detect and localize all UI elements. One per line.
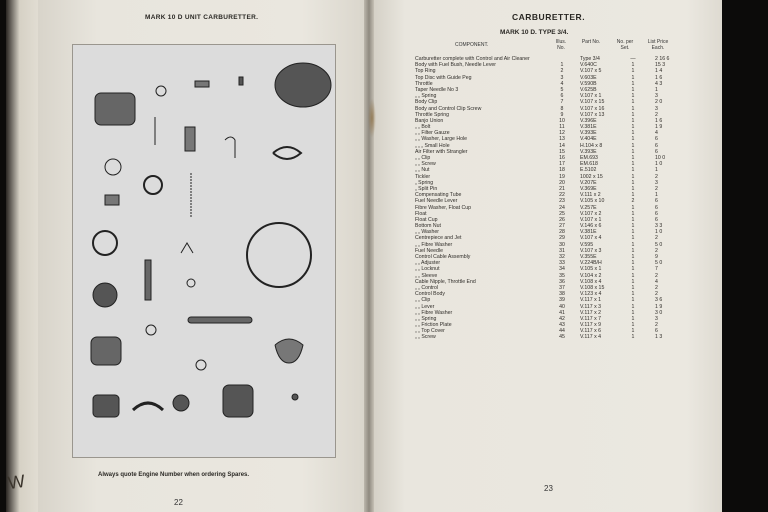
per-set-cell: 1 <box>631 260 635 267</box>
header-illus: Illus. No. <box>555 39 567 51</box>
part-top-ring <box>105 159 121 175</box>
illus-cell: 20 <box>559 179 565 186</box>
illus-cell: 15 <box>559 148 565 155</box>
price-cell: 6 <box>655 142 658 149</box>
illus-cell: 39 <box>559 297 565 304</box>
price-cell: 6 <box>655 204 658 211</box>
part-number-cell: H.104 x 8 <box>580 142 603 149</box>
illus-cell: 35 <box>559 272 565 279</box>
per-set-cell: 1 <box>631 204 635 211</box>
price-cell: 5 0 <box>655 260 663 267</box>
per-set-cell: 2 <box>631 198 635 205</box>
part-number-cell: V.117 x 7 <box>580 315 602 322</box>
illus-cell: 41 <box>559 309 565 316</box>
per-set-cell: 1 <box>631 297 635 304</box>
part-tickler <box>273 147 301 159</box>
component-cell: „ „ Top Cover <box>415 328 445 335</box>
part-number-cell: V.625B <box>580 86 597 93</box>
price-cell: 6 <box>655 136 658 143</box>
part-screw-45 <box>292 394 298 400</box>
part-number-cell: V.117 x 1 <box>580 297 602 304</box>
part-number-cell: V.595 <box>580 241 594 248</box>
illus-cell: 32 <box>559 254 565 260</box>
left-page-title: MARK 10 D UNIT CARBURETTER. <box>145 14 259 21</box>
part-float <box>93 283 117 307</box>
per-set-cell: 1 <box>631 241 635 248</box>
part-friction-plate <box>275 339 303 363</box>
per-set-cell: 1 <box>631 192 635 199</box>
price-cell: 6 <box>655 216 658 223</box>
part-number-cell: V.404E <box>580 136 597 143</box>
component-cell: Fibre Washer, Float Cup <box>415 204 472 211</box>
price-cell: 1 9 <box>655 124 663 131</box>
per-set-cell: 1 <box>631 111 635 118</box>
illus-cell: 5 <box>560 86 564 93</box>
margin-mark: W <box>6 470 27 494</box>
part-number-cell: EM.693 <box>580 155 598 161</box>
part-top-cover <box>223 385 253 417</box>
illus-cell: 11 <box>559 124 565 131</box>
per-set-cell: 1 <box>631 142 635 149</box>
component-cell: Top Ring <box>415 68 436 75</box>
part-bolt <box>195 81 209 87</box>
illus-cell: 27 <box>559 223 565 230</box>
component-cell: „ Spring <box>415 179 434 186</box>
illus-cell: 28 <box>559 229 565 236</box>
part-cable-coil <box>247 223 311 287</box>
price-cell: 2 <box>655 291 658 298</box>
per-set-cell: 1 <box>631 303 635 310</box>
component-cell: „ „ Clip <box>415 155 431 161</box>
component-cell: Centrepiece and Jet <box>415 235 462 242</box>
per-set-cell: 1 <box>631 130 635 137</box>
per-set-cell: 1 <box>631 328 635 335</box>
price-cell: 3 <box>655 315 658 322</box>
illus-cell: 38 <box>559 291 565 298</box>
price-cell: 2 <box>655 235 658 242</box>
per-set-cell: 1 <box>631 167 635 174</box>
illus-cell: 31 <box>559 247 565 254</box>
illus-cell: 12 <box>559 130 565 137</box>
component-cell: Throttle Spring <box>415 111 450 118</box>
per-set-cell: 1 <box>631 334 635 341</box>
per-set-cell: 1 <box>631 235 635 242</box>
illus-cell: 2 <box>560 68 564 75</box>
part-number-cell: V.146 x 6 <box>580 223 602 230</box>
per-set-cell: 1 <box>631 266 635 273</box>
part-number-cell: V.105 x 10 <box>580 198 605 205</box>
component-cell: Control Cable Assembly <box>415 254 471 260</box>
per-set-cell: 1 <box>631 291 635 298</box>
per-set-cell: 1 <box>631 136 635 143</box>
part-number-cell: V.108 x 15 <box>580 284 605 291</box>
per-set-cell: 1 <box>631 229 635 236</box>
price-cell: 3 <box>655 105 658 112</box>
part-number-cell: V.107 x 13 <box>580 111 605 118</box>
component-cell: Air Filter with Strangler <box>415 148 468 155</box>
price-cell: 6 <box>655 198 658 205</box>
price-cell: 2 16 6 <box>655 56 670 62</box>
per-set-cell: 1 <box>631 216 635 223</box>
illus-cell: 4 <box>560 80 564 87</box>
part-fibre-washer-41 <box>173 395 189 411</box>
price-cell: 3 0 <box>655 309 663 316</box>
table-row <box>415 334 705 340</box>
illus-cell: 18 <box>559 167 565 174</box>
part-control-lever <box>188 317 252 323</box>
price-cell: 1 <box>655 167 658 174</box>
header-per-set: No. per Set. <box>616 39 634 51</box>
part-number-cell: V.111 x 2 <box>580 192 601 199</box>
price-cell: 3 3 <box>655 223 663 230</box>
price-cell: 1 0 <box>655 161 663 168</box>
part-disc <box>105 195 119 205</box>
part-number-cell: V.117 x 3 <box>580 303 602 310</box>
part-air-filter <box>275 63 331 107</box>
part-clip-20 <box>225 137 235 158</box>
illus-cell: 10 <box>559 117 565 124</box>
per-set-cell: 1 <box>631 93 635 100</box>
price-cell: 3 <box>655 93 658 100</box>
per-set-cell: 1 <box>631 74 635 81</box>
part-number-cell: V.396E <box>580 117 597 124</box>
component-cell: „ „ Adjuster <box>415 260 441 267</box>
component-cell: Fuel Needle <box>415 247 443 254</box>
component-cell: Bottom Nut <box>415 223 441 230</box>
book-cover-edge <box>6 0 40 512</box>
illus-cell: 9 <box>560 111 564 118</box>
per-set-cell: 1 <box>631 161 635 168</box>
component-cell: Body Clip <box>415 99 438 106</box>
price-cell: 2 <box>655 185 658 192</box>
illus-cell: 3 <box>560 74 564 81</box>
part-number-cell: V.117 x 2 <box>580 309 602 316</box>
parts-illustration-plate <box>72 44 336 458</box>
book-spine <box>364 0 374 512</box>
part-number-cell: V.107 x 1 <box>580 216 602 223</box>
component-cell: „ „ Spring <box>415 315 437 322</box>
price-cell: 6 <box>655 148 658 155</box>
part-fibre-washer <box>93 231 117 255</box>
part-washer <box>146 325 156 335</box>
price-cell: 4 <box>655 130 658 137</box>
per-set-cell: 1 <box>631 278 635 285</box>
illus-cell: 26 <box>559 216 565 223</box>
component-cell: Banjo Union <box>415 117 444 124</box>
part-number-cell: V.369E <box>580 185 597 192</box>
part-number-cell: E.5102 <box>580 167 597 174</box>
illus-cell: 33 <box>559 260 565 267</box>
per-set-cell: 1 <box>631 185 635 192</box>
price-cell: 9 <box>655 254 658 260</box>
part-number-cell: V.590B <box>580 80 597 87</box>
illus-cell: 8 <box>560 105 564 112</box>
part-number-cell: V.640C <box>580 62 597 69</box>
price-cell: 1 3 <box>655 334 663 341</box>
per-set-cell: 1 <box>631 247 635 254</box>
per-set-cell: 1 <box>631 68 635 75</box>
part-clip-39 <box>133 403 163 410</box>
price-cell: 2 <box>655 284 658 291</box>
left-footer-note: Always quote Engine Number when ordering Spares. <box>98 472 250 478</box>
component-cell: Tickler <box>415 173 431 180</box>
illus-cell: 14 <box>559 142 565 149</box>
illus-cell: 37 <box>559 284 565 291</box>
part-number-cell: V.207E <box>580 179 597 186</box>
price-cell: 6 <box>655 210 658 217</box>
per-set-cell: 1 <box>631 254 635 260</box>
price-cell: 4 3 <box>655 80 663 87</box>
part-spring-42 <box>196 360 206 370</box>
per-set-cell: 1 <box>631 315 635 322</box>
part-number-cell: V.104 x 2 <box>580 272 602 279</box>
price-cell: 1 4 <box>655 68 663 75</box>
part-screw-12 <box>239 77 243 85</box>
part-number-cell: V.107 x 3 <box>580 247 602 254</box>
illus-cell: 23 <box>559 198 565 205</box>
component-cell: „ „ Sleeve <box>415 272 438 279</box>
right-page-title: CARBURETTER. <box>512 12 586 22</box>
part-number-cell: V.393E <box>580 130 597 137</box>
price-cell: 2 <box>655 111 658 118</box>
header-part: Part No. <box>581 39 601 45</box>
price-cell: 1 0 <box>655 229 663 236</box>
rust-stain <box>368 98 376 138</box>
per-set-cell: 1 <box>631 155 635 161</box>
per-set-cell: 1 <box>631 173 635 180</box>
component-cell: Throttle <box>415 80 433 87</box>
illus-cell: 21 <box>559 185 565 192</box>
price-cell: 4 <box>655 278 658 285</box>
part-number-cell: V.107 x 5 <box>580 68 602 75</box>
part-number-cell: V.117 x 6 <box>580 328 602 335</box>
price-cell: 5 0 <box>655 241 663 248</box>
component-cell: Compensating Tube <box>415 192 462 199</box>
right-page-number: 23 <box>544 484 553 493</box>
part-control-body <box>93 395 119 417</box>
part-washer-13 <box>187 279 195 287</box>
per-set-cell: 1 <box>631 105 635 112</box>
component-cell: „ „ Spring <box>415 93 437 100</box>
illus-cell: 6 <box>560 93 564 100</box>
illus-cell: 1 <box>560 62 564 69</box>
per-set-cell: 1 <box>631 86 635 93</box>
component-cell: „ „ Fibre Washer <box>415 241 453 248</box>
per-set-cell: 1 <box>631 80 635 87</box>
illus-cell: 19 <box>559 173 565 180</box>
price-cell: 1 <box>655 86 658 93</box>
component-cell: „ „ Washer <box>415 229 440 236</box>
part-number-cell: V.107 x 15 <box>580 99 605 106</box>
part-throttle <box>185 127 195 151</box>
parts-drawing <box>73 45 335 457</box>
component-cell: „ „ Nut <box>415 167 430 174</box>
price-cell: 2 <box>655 272 658 279</box>
component-cell: „ „ Washer, Large Hole <box>415 136 467 143</box>
component-cell: Body with Fuel Bush, Needle Lever <box>415 62 497 69</box>
part-number-cell: V.355E <box>580 254 597 260</box>
per-set-cell: 1 <box>631 322 635 329</box>
part-number-cell: V.393E <box>580 148 597 155</box>
component-cell: Body and Control Clip Screw <box>415 105 482 112</box>
component-cell: Float Cup <box>415 216 438 223</box>
left-page-number: 22 <box>174 498 183 507</box>
part-banjo <box>156 86 166 96</box>
per-set-cell: 1 <box>631 99 635 106</box>
illus-cell: 40 <box>559 303 565 310</box>
price-cell: 3 <box>655 179 658 186</box>
part-clip <box>144 176 162 194</box>
parts-table <box>415 56 705 341</box>
right-page-subtitle: MARK 10 D. TYPE 3/4. <box>500 29 569 36</box>
part-number-cell: V.105 x 1 <box>580 266 602 273</box>
component-cell: Top Disc with Guide Peg <box>415 74 472 81</box>
component-cell: „ „ Lever <box>415 303 435 310</box>
component-cell: „ „ Screw <box>415 334 436 341</box>
per-set-cell: 1 <box>631 117 635 124</box>
component-cell: Taper Needle No 3 <box>415 86 459 93</box>
part-number-cell: 1002 x 15 <box>580 173 603 180</box>
component-cell: „ „ Bolt <box>415 124 431 131</box>
price-cell: 7 <box>655 266 658 273</box>
price-cell: 2 <box>655 322 658 329</box>
price-cell: 1 6 <box>655 117 663 124</box>
illus-cell: 43 <box>559 322 565 329</box>
illus-cell: 7 <box>560 99 564 106</box>
part-number-cell: V.381E <box>580 124 597 131</box>
part-number-cell: V.107 x 4 <box>580 235 602 242</box>
component-cell: „ „ Locknut <box>415 266 440 273</box>
illus-cell: 29 <box>559 235 565 242</box>
per-set-cell: 1 <box>631 272 635 279</box>
illus-cell: 13 <box>559 136 565 143</box>
component-cell: „ „ Fibre Washer <box>415 309 453 316</box>
price-cell: 2 0 <box>655 99 663 106</box>
illus-cell: 36 <box>559 278 565 285</box>
part-number-cell: Type 3/4 <box>580 56 600 62</box>
per-set-cell: 1 <box>631 179 635 186</box>
illus-cell: 22 <box>559 192 565 199</box>
part-number-cell: V.381E <box>580 229 597 236</box>
price-cell: 1 9 <box>655 303 663 310</box>
component-cell: „ „ Clip <box>415 297 431 304</box>
illus-cell: 44 <box>559 328 565 335</box>
component-cell: Carburetter complete with Control and Air Cleaner <box>415 56 530 62</box>
price-cell: 2 <box>655 247 658 254</box>
illus-cell: 16 <box>559 155 565 161</box>
illus-cell: 30 <box>559 241 565 248</box>
part-carburetter-body <box>95 93 135 125</box>
price-cell: 3 6 <box>655 297 663 304</box>
per-set-cell: 1 <box>631 62 635 69</box>
price-cell: 10 0 <box>655 155 666 161</box>
component-cell: „ „ „ Small Hole <box>415 142 450 149</box>
component-cell: „ „ Friction Plate <box>415 322 452 329</box>
part-lever <box>181 243 193 253</box>
part-number-cell: V.108 x 4 <box>580 278 602 285</box>
part-jet <box>145 260 151 300</box>
per-set-cell: 1 <box>631 284 635 291</box>
part-number-cell: V.107 x 2 <box>580 210 602 217</box>
component-cell: Cable Nipple, Throttle End <box>415 278 476 285</box>
header-price: List Price Each. <box>647 39 669 51</box>
component-cell: Control Body <box>415 291 445 298</box>
per-set-cell: 1 <box>631 223 635 230</box>
component-cell: „ „ Screw <box>415 161 436 168</box>
part-float-cup <box>91 337 121 365</box>
component-cell: Fuel Needle Lever <box>415 198 458 205</box>
price-cell: 6 <box>655 328 658 335</box>
illus-cell: 25 <box>559 210 565 217</box>
part-number-cell: V.117 x 4 <box>580 334 602 341</box>
part-number-cell: V.224B/H <box>580 260 602 267</box>
header-component: COMPONENT. <box>455 42 489 48</box>
illus-cell: 24 <box>559 204 565 211</box>
illus-cell: 45 <box>559 334 565 341</box>
price-cell: 2 <box>655 173 658 180</box>
per-set-cell: 1 <box>631 210 635 217</box>
part-number-cell: V.257E <box>580 204 597 211</box>
per-set-cell: — <box>630 56 636 62</box>
per-set-cell: 1 <box>631 309 635 316</box>
illus-cell: 34 <box>559 266 565 273</box>
per-set-cell: 1 <box>631 148 635 155</box>
per-set-cell: 1 <box>631 124 635 131</box>
component-cell: „ „ Filter Gauze <box>415 130 450 137</box>
part-number-cell: V.603E <box>580 74 597 81</box>
part-number-cell: V.123 x 4 <box>580 291 602 298</box>
component-cell: Float <box>415 210 427 217</box>
component-cell: „ „ Control <box>415 284 439 291</box>
illus-cell: 17 <box>559 161 565 168</box>
price-cell: 1 6 <box>655 74 663 81</box>
component-cell: „ Split Pin <box>415 185 438 192</box>
part-number-cell: V.117 x 9 <box>580 322 602 329</box>
price-cell: 1 <box>655 192 658 199</box>
price-cell: 15 3 <box>655 62 666 69</box>
part-number-cell: EM.618 <box>580 161 598 168</box>
part-number-cell: V.107 x 16 <box>580 105 605 112</box>
illus-cell: 42 <box>559 315 565 322</box>
part-number-cell: V.107 x 1 <box>580 93 602 100</box>
